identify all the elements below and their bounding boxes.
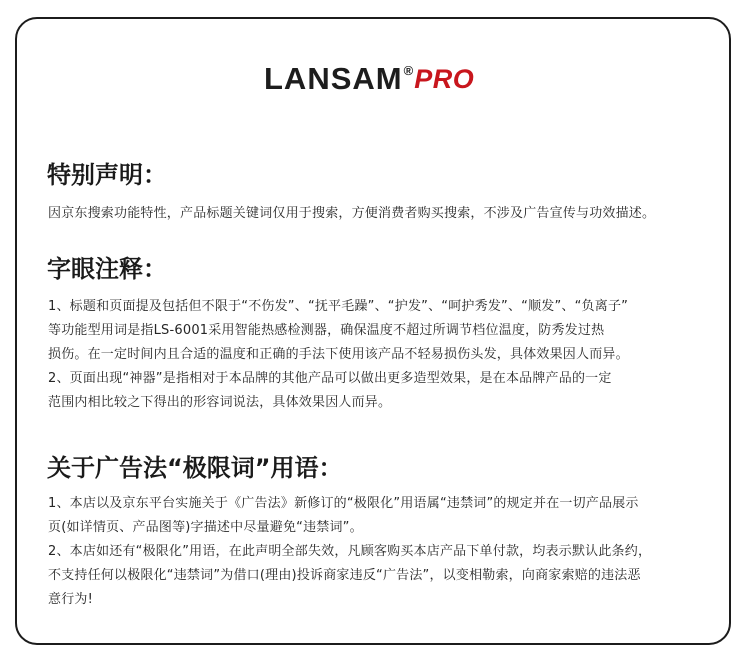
brand-logo (264, 62, 474, 98)
paragraph-line: 等功能型用词是指LS-6001采用智能热感检测器，确保温度不超过所调节档位温度，防秀发过热 (48, 323, 605, 338)
paragraph-line: 因京东搜索功能特性，产品标题关键词仅用于搜索，方便消费者购买搜索，不涉及广告宣传与功效描述。 (48, 206, 656, 221)
ad-law-text (48, 492, 712, 612)
ad-law-heading: 关于广告法“极限词”用语： (47, 454, 343, 482)
term-notes-heading: 字眼注释： (47, 255, 167, 283)
paragraph-line: 2、页面出现“神器”是指相对于本品牌的其他产品可以做出更多造型效果，是在本品牌产品的一定 (48, 371, 612, 386)
paragraph-line: 2、本店如还有“极限化”用语，在此声明全部失效，凡顾客购买本店产品下单付款，均表示默认此条约， (48, 544, 652, 559)
logo-pro-text: PRO (414, 64, 475, 94)
paragraph-line: 损伤。在一定时间内且合适的温度和正确的手法下使用该产品不轻易损伤头发，具体效果因人而异。 (48, 347, 629, 362)
special-statement-heading: 特别声明： (47, 161, 167, 189)
paragraph-line: 意行为! (48, 592, 94, 607)
paragraph-line: 范围内相比较之下得出的形容词说法，具体效果因人而异。 (48, 395, 392, 410)
term-notes-text (48, 295, 712, 415)
logo-brand-text: LANSAM (264, 61, 403, 96)
paragraph-line: 1、标题和页面提及包括但不限于“不伤发”、“抚平毛躁”、“护发”、“呵护秀发”、“顺发”、“负离子” (48, 299, 629, 314)
special-statement-text (48, 202, 712, 226)
paragraph-line: 1、本店以及京东平台实施关于《广告法》新修订的“极限化”用语属“违禁词”的规定并在一切产品展示 (48, 496, 639, 511)
logo-registered-mark: ® (403, 63, 414, 78)
paragraph-line: 不支持任何以极限化“违禁词”为借口(理由)投诉商家违反“广告法”，以变相勒索，向商家索赔的违法恶 (48, 568, 641, 583)
paragraph-line: 页(如详情页、产品图等)字描述中尽量避免“违禁词”。 (48, 520, 363, 535)
